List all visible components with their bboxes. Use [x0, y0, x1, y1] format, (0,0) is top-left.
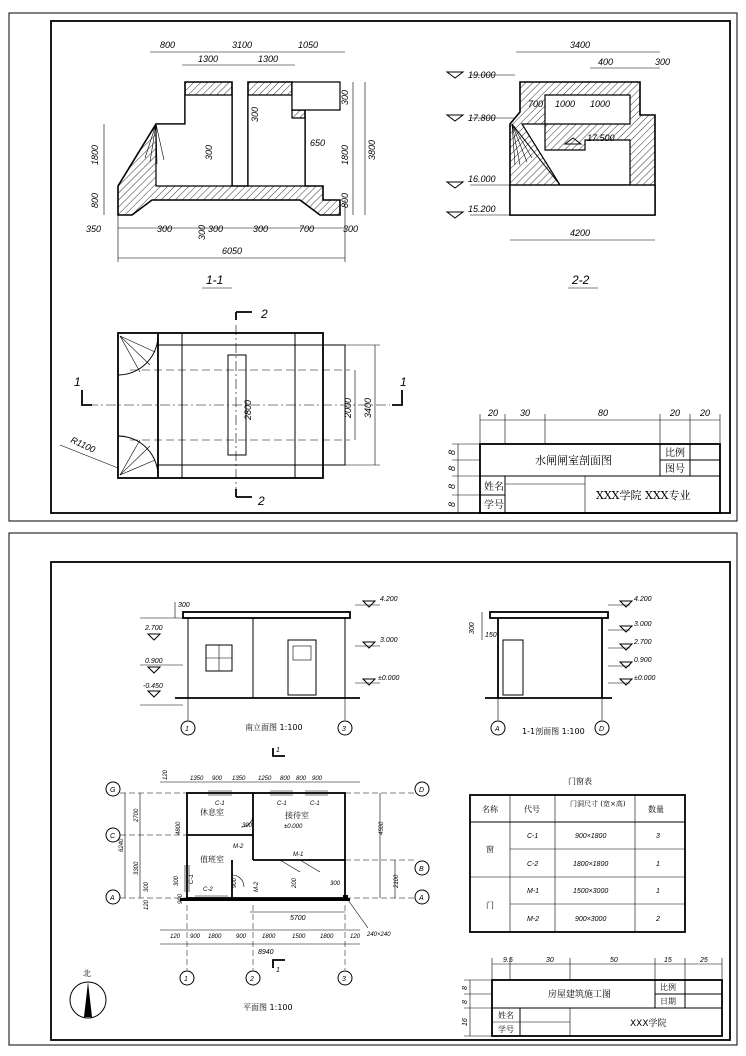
- dim-sub-1: 1300: [198, 54, 219, 64]
- room-reception: 接待室: [285, 811, 309, 820]
- dim-total: 6050: [222, 246, 243, 256]
- dim-2-2-bottom: 4200: [570, 228, 591, 238]
- north-label: 北: [83, 969, 91, 978]
- plan-right-dim-2: 2100: [394, 874, 400, 888]
- dw-r1-qty: 3: [656, 833, 660, 840]
- dim-left-1: 1800: [90, 144, 100, 165]
- dw-h-size: 门洞尺寸 (宽×高): [570, 800, 626, 808]
- floor-plan-title: 平面图 1:100: [243, 1003, 293, 1012]
- plan-axis-1: 1: [184, 976, 188, 983]
- dim-right-3: 800: [340, 192, 350, 208]
- dw-r1-size: 900×1800: [575, 833, 607, 840]
- section-1-1: [86, 40, 377, 288]
- plan-top-dim-4: 1350: [232, 776, 246, 782]
- dw-r2-qty: 1: [656, 861, 660, 868]
- sec-elev-2700: 2.700: [634, 639, 652, 646]
- plan-top-dim-2: 1350: [190, 776, 204, 782]
- dim-inner-1: 300: [250, 106, 260, 122]
- plan-axis-D: D: [419, 787, 425, 794]
- column-240: [343, 895, 348, 900]
- plan-axis-3: 3: [342, 976, 346, 983]
- dw-r3-size: 1500×3000: [573, 888, 609, 895]
- plan-right-dim-1: 4500: [379, 821, 385, 835]
- plan-axis-A-right: A: [419, 895, 424, 902]
- dw-r2-size: 1800×1800: [573, 861, 609, 868]
- tb1-col-dim-1: 20: [488, 408, 499, 418]
- tb2-date-label: 日期: [660, 997, 676, 1006]
- plan-top-dim-6: 800: [280, 776, 291, 782]
- label-c2: C-2: [203, 887, 213, 893]
- tb1-row-dim-4: 8: [447, 501, 457, 507]
- label-m2-b: M-2: [254, 881, 260, 892]
- dim-2-2-sub-1: 400: [598, 57, 614, 67]
- tb2-col-dim-2: 30: [546, 957, 554, 964]
- title-block-sheet-1: [447, 408, 720, 513]
- tb1-scale-label: 比例: [665, 448, 685, 459]
- title-block-sheet-2: [462, 957, 722, 1036]
- south-elev-title: 南立面图 1:100: [245, 723, 303, 732]
- plan-radius: R1100: [69, 434, 97, 455]
- sec-elev-4200: 4.200: [634, 596, 652, 603]
- plan-dim-3400: 3400: [363, 397, 373, 418]
- dim-right-2: 1800: [340, 144, 350, 165]
- sec-dim-150: 150: [485, 632, 497, 639]
- dim-bottom-1: 350: [86, 224, 102, 234]
- plan-top-dim-3: 900: [212, 776, 223, 782]
- plan-top-dim-5: 1250: [258, 776, 272, 782]
- sec-elev-0000: ±0.000: [634, 675, 656, 682]
- plan-dim-2000: 2000: [343, 397, 353, 418]
- elev-17500: 17.500: [587, 133, 615, 143]
- label-c1-d: C-1: [189, 874, 195, 884]
- plan-cut-top: 1: [276, 747, 280, 754]
- section-1-1-right-wall: [292, 82, 340, 110]
- elev-axis-3: 3: [342, 726, 346, 733]
- sheet-1: [9, 13, 737, 521]
- tb2-title: 房屋建筑施工图: [548, 990, 612, 1000]
- tb2-scale-label: 比例: [660, 983, 676, 992]
- plan-bot-dim-4: 900: [236, 934, 247, 940]
- sec-axis-A: A: [495, 726, 500, 733]
- dim-bottom-4: 300: [253, 224, 269, 234]
- dim-2-2-inner-1: 700: [528, 99, 544, 109]
- plan-left-sub: 4800: [176, 821, 182, 835]
- room-elev: ±0.000: [284, 824, 303, 830]
- tb2-col-dim-1: 9.5: [503, 957, 513, 964]
- dim-top-2: 3100: [232, 40, 253, 50]
- plan-misc-900: 900: [232, 877, 238, 888]
- dim-bottom-6: 300: [343, 224, 359, 234]
- elev-16000: 16.000: [468, 174, 496, 184]
- dim-right-4: 3800: [367, 139, 377, 160]
- label-m1: M-1: [293, 852, 304, 858]
- plan-misc-300-b: 300: [330, 881, 341, 887]
- tb2-col-dim-4: 15: [664, 957, 672, 964]
- plan-bot-dim-3: 1800: [208, 934, 222, 940]
- plan-axis-C: C: [110, 833, 116, 840]
- tb1-col-dim-2: 30: [520, 408, 531, 418]
- plan-dim-2800: 2800: [243, 399, 253, 420]
- elev-19000: 19.000: [468, 70, 496, 80]
- tb2-id-label: 学号: [498, 1025, 514, 1034]
- plan-axis-G: G: [110, 787, 116, 794]
- plan-bot-dim-1: 120: [170, 934, 181, 940]
- dim-sub-2: 1300: [258, 54, 279, 64]
- dim-2-2-inner-2: 1000: [555, 99, 576, 109]
- plan-total: 8940: [258, 949, 274, 956]
- tb1-id-label: 学号: [484, 500, 504, 511]
- label-m2-a: M-2: [233, 844, 244, 850]
- dim-2-2-top: 3400: [570, 40, 591, 50]
- dw-r3-code: M-1: [527, 888, 540, 895]
- dim-bottom-2: 300: [157, 224, 173, 234]
- section-1-1-house: [469, 596, 655, 736]
- sheet-2-outer-border: [9, 533, 737, 1045]
- section-1-1-label: 1-1: [206, 273, 224, 287]
- room-duty: 值班室: [200, 855, 224, 864]
- plan-axis-A-left: A: [110, 895, 115, 902]
- dim-2-2-sub-2: 300: [655, 57, 671, 67]
- plan-bot-dim-8: 120: [350, 934, 361, 940]
- tb1-name-label: 姓名: [484, 482, 504, 493]
- dim-bottom-5: 700: [299, 224, 315, 234]
- plan-cut-1-left: 1: [74, 375, 81, 389]
- plan-misc-900-b: 900: [178, 893, 184, 904]
- tb1-school: XXX学院 XXX专业: [596, 489, 691, 502]
- plan-top-dim-7: 800: [296, 776, 307, 782]
- plan-misc-300: 300: [242, 823, 253, 829]
- dw-r4-size: 900×3000: [575, 916, 607, 923]
- elev-17800: 17.800: [468, 113, 496, 123]
- sluice-plan: [60, 307, 407, 508]
- plan-bot-dim-7: 1800: [320, 934, 334, 940]
- dw-r3-qty: 1: [656, 888, 660, 895]
- plan-bot-dim-2: 900: [190, 934, 201, 940]
- plan-cut-1-right: 1: [400, 375, 407, 389]
- south-elevation: [140, 596, 399, 735]
- dw-table-title: 门窗表: [568, 777, 592, 786]
- elev-3000: 3.000: [380, 637, 398, 644]
- label-c1-b: C-1: [277, 801, 287, 807]
- plan-cut-2-top: 2: [261, 307, 268, 321]
- tb1-col-dim-4: 20: [670, 408, 681, 418]
- plan-left-dim-1: 2700: [134, 808, 140, 822]
- tb1-drawing-no-label: 图号: [665, 464, 685, 475]
- tb1-row-dim-1: 8: [447, 449, 457, 455]
- dim-top-1: 800: [160, 40, 176, 50]
- elev-0900: 0.900: [145, 658, 163, 665]
- dw-r1-code: C-1: [527, 833, 539, 840]
- tb2-school: XXX学院: [630, 1019, 667, 1029]
- elev-15200: 15.200: [468, 204, 496, 214]
- dw-r2-code: C-2: [527, 861, 539, 868]
- sec-elev-0900: 0.900: [634, 657, 652, 664]
- plan-left-dim-3: 300: [144, 881, 150, 892]
- elev-2700: 2.700: [145, 625, 163, 632]
- dim-inner-3: 650: [310, 138, 326, 148]
- plan-left-total: 6240: [119, 838, 125, 852]
- sec-elev-3000: 3.000: [634, 621, 652, 628]
- tb2-col-dim-3: 50: [610, 957, 618, 964]
- dim-left-2: 800: [90, 192, 100, 208]
- tb1-row-dim-2: 8: [447, 465, 457, 471]
- sec-axis-D: D: [599, 726, 605, 733]
- elev-4200: 4.200: [380, 596, 398, 603]
- plan-bot-dim-6: 1500: [292, 934, 306, 940]
- dim-bottom-3: 300: [208, 224, 224, 234]
- sec-dim-300: 300: [469, 622, 476, 634]
- dim-inner-4: 300: [197, 224, 207, 240]
- dw-r4-code: M-2: [527, 916, 540, 923]
- tb2-row-dim-3: 16: [462, 1018, 469, 1026]
- dim-top-3: 1050: [298, 40, 319, 50]
- elev-dim-300: 300: [178, 602, 190, 609]
- plan-bot-dim-5: 1800: [262, 934, 276, 940]
- section-2-2-label: 2-2: [572, 273, 590, 287]
- room-rest: 休息室: [200, 808, 224, 817]
- dw-h-name: 名称: [482, 805, 498, 814]
- tb2-row-dim-2: 8: [462, 1000, 469, 1004]
- dw-h-qty: 数量: [648, 805, 664, 814]
- elev-0000: ±0.000: [378, 675, 400, 682]
- plan-axis-B: B: [419, 866, 424, 873]
- tb1-col-dim-3: 80: [598, 408, 609, 418]
- tb2-row-dim-1: 8: [462, 986, 469, 990]
- plan-misc-300-c: 300: [174, 875, 180, 886]
- dw-h-code: 代号: [524, 805, 540, 814]
- tb1-col-dim-5: 20: [700, 408, 711, 418]
- tb1-title: 水闸闸室剖面图: [535, 454, 612, 467]
- plan-top-dim-1: 120: [163, 769, 169, 780]
- dim-inner-2: 300: [204, 144, 214, 160]
- dim-right-1: 300: [340, 89, 350, 105]
- plan-left-dim-2: 3300: [134, 861, 140, 875]
- tb1-row-dim-3: 8: [447, 483, 457, 489]
- plan-column-size: 240×240: [367, 932, 391, 938]
- door-window-table: [470, 776, 685, 932]
- section-1-1-title: 1-1剖面图 1:100: [522, 727, 585, 736]
- sheet-2: [9, 533, 737, 1045]
- dw-group-window: 窗: [486, 845, 494, 854]
- plan-misc-200: 200: [292, 877, 298, 888]
- tb2-name-label: 姓名: [498, 1011, 514, 1020]
- plan-left-dim-4: 120: [144, 899, 150, 910]
- plan-subtotal: 5700: [290, 915, 306, 922]
- label-c1-a: C-1: [215, 801, 225, 807]
- elev-m0450: -0.450: [143, 683, 163, 690]
- section-1-1-chamber-left: [156, 95, 232, 186]
- elev-axis-1: 1: [185, 726, 189, 733]
- plan-axis-2: 2: [250, 976, 254, 983]
- dw-group-door: 门: [486, 901, 494, 910]
- floor-plan: [70, 747, 429, 1018]
- plan-top-dim-8: 900: [312, 776, 323, 782]
- dw-r4-qty: 2: [656, 916, 660, 923]
- plan-cut-bottom: 1: [276, 967, 280, 974]
- section-2-2: [447, 40, 670, 288]
- label-c1-c: C-1: [310, 801, 320, 807]
- dim-2-2-inner-3: 1000: [590, 99, 611, 109]
- plan-cut-2-bottom: 2: [258, 494, 265, 508]
- tb2-col-dim-5: 25: [700, 957, 708, 964]
